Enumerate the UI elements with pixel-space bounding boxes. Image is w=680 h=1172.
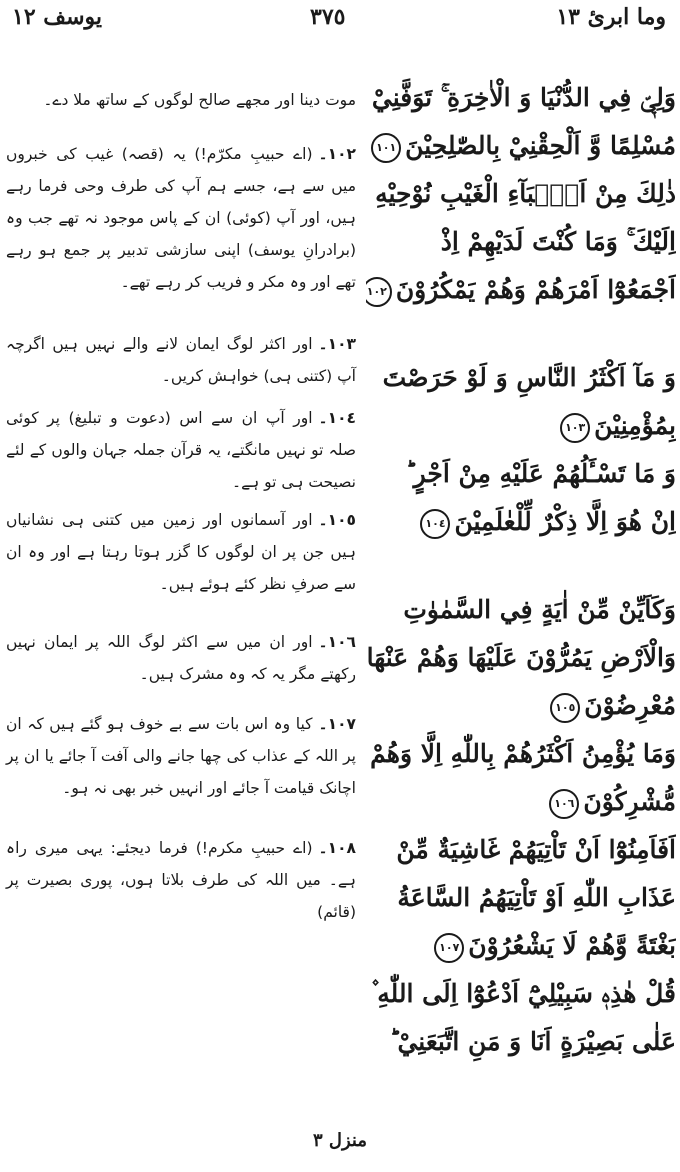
manzil-footer: منزل ٣ [312,1130,368,1151]
arabic-line [366,354,676,402]
translation-paragraph [6,328,356,392]
verse-number: ١٠٧۔ [318,715,356,733]
ayah-end-marker-icon: ١٠١ [371,133,401,163]
arabic-text: اَفَاَمِنُوْٓا اَنْ تَاْتِيَهُمْ غَاشِيَةٌ مِّنْ [396,835,676,864]
verse-number: ١٠٣۔ [318,335,356,353]
translation-text: (اے حبیبِ مکرّم!) یہ (قصہ) غیب کی خبروں میں سے ہے، جسے ہم آپ کی طرف وحی فرما رہے ہیں، اور آپ (کوئی) ان کے پاس موجود نہ تھے جب وہ (برادرانِ یوسف) اپنی سازشی تدبیر پر جمع ہو رہے تھے اور وہ مکر و فریب کر رہے تھے۔ [6,145,356,291]
translation-paragraph [6,138,356,298]
ayah-end-marker-icon: ١٠٥ [550,693,580,723]
arabic-text: وَ مَآ اَكْثَرُ النَّاسِ وَ لَوْ حَرَصْتَ [382,363,676,392]
translation-text: (اے حبیبِ مکرم!) فرما دیجئے: یہی میری راہ ہے۔ میں اللہ کی طرف بلاتا ہوں، پوری بصیرت پر (قائم) [6,839,356,921]
translation-paragraph [6,708,356,804]
translation-text: اور آپ ان سے اس (دعوت و تبلیغ) پر کوئی صلہ تو نہیں مانگتے، یہ قرآن جملہ جہان والوں کے لئے نصیحت ہی تو ہے۔ [6,409,356,491]
page-header [0,0,680,40]
verse-number: ١٠٤۔ [318,409,356,427]
arabic-line [366,266,676,314]
translation-paragraph [6,626,356,690]
arabic-text: مُعْرِضُوْنَ [584,691,676,720]
translation-text: اور آسمانوں اور زمین میں کتنی ہی نشانیاں ہیں جن پر ان لوگوں کا گزر ہوتا رہتا ہے اور وہ ان سے صرفِ نظر کئے ہوئے ہیں۔ [6,511,356,593]
verse-number: ١٠٢۔ [318,145,356,163]
translation-text: کیا وہ اس بات سے بے خوف ہو گئے ہیں کہ ان پر اللہ کے عذاب کی چھا جانے والی آفت آ جائے یا ان پر اچانک قیامت آ جائے اور انہیں خبر بھی نہ ہو۔ [6,715,356,797]
surah-name: يوسف ١٢ [12,4,102,30]
translation-paragraph [6,504,356,600]
blank-line [366,546,676,586]
arabic-line [366,450,676,498]
arabic-line [366,778,676,826]
translation-text: اور ان میں سے اکثر لوگ اللہ پر ایمان نہیں رکھتے مگر یہ کہ وہ مشرک ہیں۔ [6,633,356,683]
urdu-translation-column [6,84,356,928]
arabic-text: عَلٰى بَصِيْرَةٍ اَنَا وَ مَنِ اتَّبَعَنِيْ ؕ [389,1027,676,1056]
arabic-text: اِلَيْكَ ۚ وَمَا كُنْتَ لَدَيْهِمْ اِذْ [440,227,676,256]
arabic-text: وَكَاَيِّنْ مِّنْ اٰيَةٍ فِي السَّمٰوٰتِ [403,595,676,624]
verse-number: ١٠٨۔ [318,839,356,857]
translation-text: موت دینا اور مجھے صالح لوگوں کے ساتھ ملا دے۔ [43,91,356,109]
ayah-end-marker-icon: ١٠٣ [560,413,590,443]
arabic-line [366,402,676,450]
arabic-text: وَالْاَرْضِ يَمُرُّوْنَ عَلَيْهَا وَهُمْ عَنْهَا [366,643,676,672]
arabic-line [366,1018,676,1066]
arabic-line [366,170,676,218]
arabic-line [366,922,676,970]
translation-text: اور اکثر لوگ ایمان لانے والے نہیں ہیں اگرچہ آپ (کتنی ہی) خواہش کریں۔ [6,335,356,385]
arabic-text: عَذَابِ اللّٰهِ اَوْ تَاْتِيَهُمُ السَّاعَةُ [397,883,676,912]
arabic-line [366,874,676,922]
arabic-text-column [366,74,676,1066]
translation-paragraph [6,84,356,116]
arabic-text: مُسْلِمًا وَّ اَلْحِقْنِيْ بِالصّٰلِحِيْنَ [405,131,676,160]
ayah-end-marker-icon: ١٠٦ [549,789,579,819]
arabic-line [366,970,676,1018]
arabic-line [366,634,676,682]
translation-paragraph [6,832,356,928]
verse-number: ١٠٥۔ [318,511,356,529]
arabic-line [366,122,676,170]
arabic-text: اَجْمَعُوْٓا اَمْرَهُمْ وَهُمْ يَمْكُرُوْنَ [395,275,676,304]
arabic-line [366,826,676,874]
arabic-text: ذٰلِكَ مِنْ اَنْۢبَآءِ الْغَيْبِ نُوْحِيْهِ [375,179,676,208]
juz-name: وما ابرئ ١٣ [556,4,666,30]
page-number: ٣٧٥ [310,4,346,30]
arabic-text: وَمَا يُؤْمِنُ اَكْثَرُهُمْ بِاللّٰهِ اِلَّا وَهُمْ [370,739,676,768]
arabic-line [366,74,676,122]
arabic-text: بَغْتَةً وَّهُمْ لَا يَشْعُرُوْنَ [468,931,676,960]
verse-number: ١٠٦۔ [318,633,356,651]
arabic-line [366,498,676,546]
translation-paragraph [6,402,356,498]
ayah-end-marker-icon: ١٠٢ [366,277,392,307]
arabic-line [366,730,676,778]
ayah-end-marker-icon: ١٠٧ [434,933,464,963]
arabic-text: قُلْ هٰذِهٖ سَبِيْلِيْٓ اَدْعُوْٓا اِلَى اللّٰهِ ۫ [370,979,676,1008]
arabic-text: مُّشْرِكُوْنَ [583,787,676,816]
arabic-text: بِمُؤْمِنِيْنَ [594,411,676,440]
ayah-end-marker-icon: ١٠٤ [420,509,450,539]
arabic-text: وَ مَا تَسْـَٔلُهُمْ عَلَيْهِ مِنْ اَجْرٍ ؕ [405,459,676,488]
arabic-text: اِنْ هُوَ اِلَّا ذِكْرٌ لِّلْعٰلَمِيْنَ [454,507,676,536]
arabic-line [366,218,676,266]
arabic-text: وَلِيّٖ فِي الدُّنْيَا وَ الْاٰخِرَةِ ۚ تَوَفَّنِيْ [371,83,676,112]
blank-line [366,314,676,354]
arabic-line [366,682,676,730]
arabic-line [366,586,676,634]
